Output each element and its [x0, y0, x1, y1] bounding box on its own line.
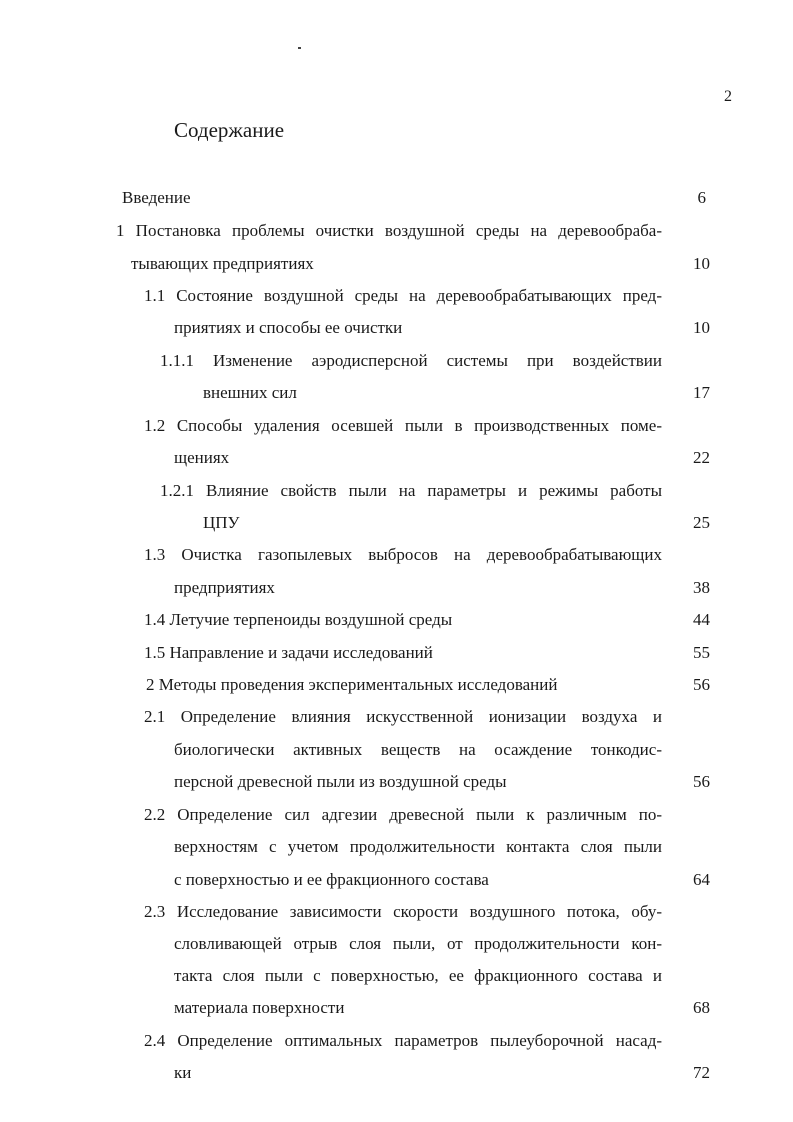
- toc-entry-text: внешних сил: [203, 383, 297, 402]
- toc-entry-text: материала поверхности: [174, 998, 345, 1017]
- toc-entry-text: верхностям с учетом продолжительности контакта слоя пыли: [174, 837, 662, 856]
- toc-entry-text: с поверхностью и ее фракционного состава: [174, 870, 489, 889]
- page-number: 2: [724, 88, 732, 105]
- toc-entry-text: 2.4 Определение оптимальных параметров пылеуборочной насад-: [144, 1031, 662, 1050]
- toc-entry-text: приятиях и способы ее очистки: [174, 318, 403, 337]
- toc-page-number: 10: [693, 318, 710, 337]
- toc-entry-text: ки: [174, 1063, 192, 1082]
- toc-page-number: 10: [693, 254, 710, 273]
- toc-entry-text: 2.3 Исследование зависимости скорости воздушного потока, обу-: [144, 902, 662, 921]
- toc-page-number: 64: [693, 870, 710, 889]
- toc-entry-text: 1.2.1 Влияние свойств пыли на параметры и режимы работы: [160, 481, 662, 500]
- toc-entry-text: 1.4 Летучие терпеноиды воздушной среды: [144, 610, 453, 629]
- toc-entry-text: словливающей отрыв слоя пыли, от продолжительности кон-: [174, 934, 662, 953]
- toc-entry-text: биологически активных веществ на осаждение тонкодис-: [174, 740, 662, 759]
- toc-entry-text: тывающих предприятиях: [131, 254, 314, 273]
- toc-entry-text: ЦПУ: [203, 513, 240, 532]
- toc-entry-text: 1.2 Способы удаления осевшей пыли в производственных поме-: [144, 416, 662, 435]
- toc-entry-text: 1.3 Очистка газопылевых выбросов на деревообрабатывающих: [144, 545, 662, 564]
- toc-page-number: 6: [697, 188, 706, 207]
- toc-page-number: 56: [693, 772, 710, 791]
- toc-page-number: 56: [693, 675, 710, 694]
- toc-page-number: 44: [693, 610, 710, 629]
- toc-entry-text: 1.1.1 Изменение аэродисперсной системы при воздействии: [160, 351, 662, 370]
- toc-page-number: 72: [693, 1063, 710, 1082]
- toc-page-number: 38: [693, 578, 710, 597]
- toc-entry-text: 1.5 Направление и задачи исследований: [144, 643, 433, 662]
- toc-entry-text: щениях: [174, 448, 230, 467]
- page-title: Содержание: [174, 118, 285, 142]
- toc-entry-text: персной древесной пыли из воздушной среды: [174, 772, 507, 791]
- toc-page-number: 22: [693, 448, 710, 467]
- toc-entry-text: 1.1 Состояние воздушной среды на деревообрабатывающих пред-: [144, 286, 662, 305]
- toc-page-number: 55: [693, 643, 710, 662]
- toc-entry-text: 2.1 Определение влияния искусственной ионизации воздуха и: [144, 707, 662, 726]
- toc-entry-text: 2.2 Определение сил адгезии древесной пыли к различным по-: [144, 805, 662, 824]
- toc-page-number: 25: [693, 513, 710, 532]
- toc-page-number: 68: [693, 998, 710, 1017]
- toc-entry-text: такта слоя пыли с поверхностью, ее фракционного состава и: [174, 966, 662, 985]
- toc-entry-text: Введение: [122, 188, 191, 207]
- toc-entry-text: 2 Методы проведения экспериментальных исследований: [146, 675, 558, 694]
- toc-page-number: 17: [693, 383, 710, 402]
- toc-entry-text: 1 Постановка проблемы очистки воздушной среды на деревообраба-: [116, 221, 662, 240]
- toc-entry-text: предприятиях: [174, 578, 275, 597]
